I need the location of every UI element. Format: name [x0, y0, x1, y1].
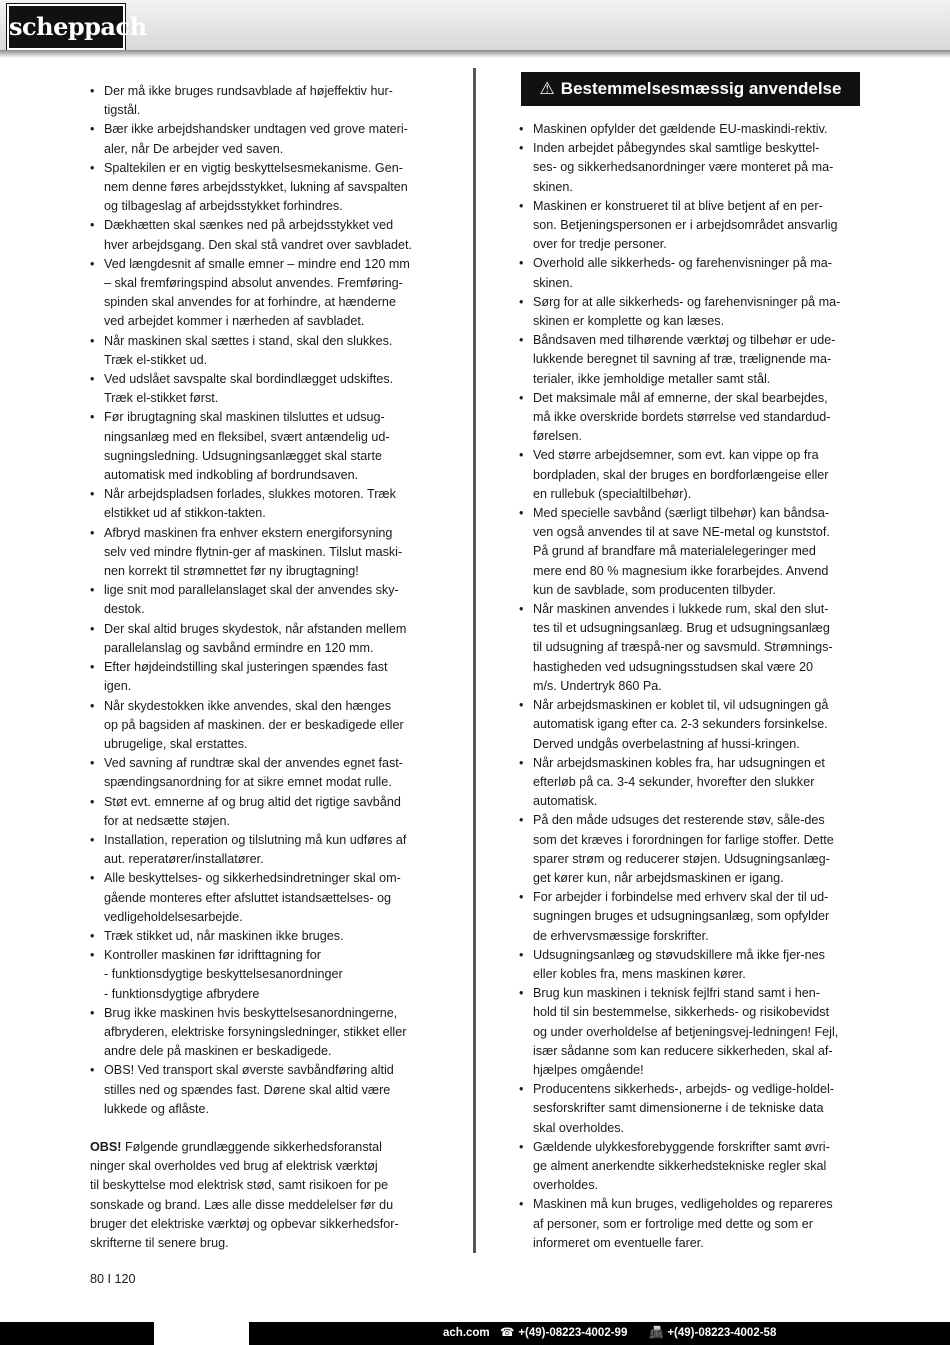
- column-divider: [473, 68, 476, 1253]
- list-item: [519, 254, 860, 292]
- list-item-line: • Brug kun maskinen i teknisk fejlfri stand samt i hen-: [533, 986, 820, 1001]
- list-item-line: destok.: [104, 602, 145, 617]
- list-item-line: førelsen.: [533, 429, 582, 444]
- list-item-line: skal overholdes.: [533, 1120, 625, 1135]
- left-safety-list: [90, 82, 430, 1119]
- list-item-line: • Når maskinen skal sættes i stand, skal den slukkes.: [104, 333, 393, 348]
- list-item-line: • Ved større arbejdsemner, som evt. kan vippe op fra: [533, 448, 819, 463]
- list-item-line: • Når arbejdspladsen forlades, slukkes motoren. Træk: [104, 487, 396, 502]
- list-item-line: over for tredje personer.: [533, 237, 667, 252]
- list-item: [519, 389, 860, 447]
- list-item: [519, 1138, 860, 1196]
- list-item-line: Træk el-stikket ud.: [104, 352, 208, 367]
- list-item-line: • Maskinen opfylder det gældende EU-maskindi-rektiv.: [533, 122, 828, 136]
- list-item: [519, 504, 860, 600]
- list-item-line: og tilbageslag af arbejdsstykket forhindres.: [104, 199, 343, 214]
- list-item-line: • Maskinen er konstrueret til at blive betjent af en per-: [533, 198, 823, 213]
- list-item-line: hold til sin bestemmelse, sikkerheds- og risikobevidst: [533, 1005, 830, 1020]
- footer-phone: [500, 1322, 627, 1345]
- list-item-line: mere end 80 % magnesium ikke forarbejdes. Anvend: [533, 563, 829, 578]
- list-item: [519, 811, 860, 888]
- page-number: 80 I 120: [90, 1272, 136, 1286]
- list-item-line: • Når arbejdsmaskinen kobles fra, har udsugningen et: [533, 755, 825, 770]
- list-item-line: og under overholdelse af betjeningsvej-ledningen! Fejl,: [533, 1024, 839, 1039]
- list-item-line: • Inden arbejdet påbegyndes skal samtlige beskyttel-: [533, 141, 820, 156]
- obs-label: OBS!: [90, 1139, 122, 1154]
- list-item-line: aler, når De arbejder ved saven.: [104, 141, 284, 156]
- list-item-line: • Gældende ulykkesforebyggende forskrifter samt øvri-: [533, 1139, 830, 1154]
- list-item-line: op på bagsiden af maskinen. der er beskadigede eller: [104, 717, 404, 732]
- list-item-line: tes til et udsugningsanlæg. Brug et udsugningsanlæg: [533, 621, 830, 636]
- list-item: [519, 1195, 860, 1253]
- list-item-line: • Overhold alle sikkerheds- og farehenvisninger på ma-: [533, 256, 832, 271]
- list-item-line: • Støt evt. emnerne af og brug altid det rigtige savbånd: [104, 794, 401, 809]
- footer-contact-bar: [249, 1322, 950, 1345]
- list-item-line: sparer strøm og reducerer støjen. Udsugningsanlæg-: [533, 851, 830, 866]
- list-item: [519, 139, 860, 197]
- right-column: [519, 120, 860, 1253]
- list-item-line: • lige snit mod parallelanslaget skal der anvendes sky-: [104, 583, 399, 598]
- list-item-line: • Med specielle savbånd (særligt tilbehør) kan båndsa-: [533, 506, 830, 521]
- phone-icon: ☎: [500, 1327, 515, 1339]
- list-item-line: efterløb på ca. 3-4 sekunder, hvorefter den slukker: [533, 774, 815, 789]
- list-item: [90, 255, 430, 332]
- obs-line: bruger det elektriske værktøj og opbevar sikkerhedsfor-: [90, 1216, 399, 1231]
- left-column: [90, 82, 430, 1253]
- list-item: [90, 485, 430, 523]
- footer-phone-number: +(49)-08223-4002-99: [518, 1327, 628, 1339]
- list-item-line: stilles ned og spændes fast. Dørene skal altid være: [104, 1082, 391, 1097]
- list-item-line: • Ved savning af rundtræ skal der anvendes egnet fast-: [104, 756, 403, 771]
- list-item-line: • OBS! Ved transport skal øverste savbåndføring altid: [104, 1063, 394, 1078]
- section-title-text: Bestemmelsesmæssig anvendelse: [560, 79, 842, 98]
- list-item: [90, 581, 430, 619]
- footer-website: ach.com: [443, 1327, 490, 1339]
- list-item: [519, 600, 860, 696]
- list-item-line: automatisk med indkobling af bordrundsaven.: [104, 468, 359, 483]
- list-item: [90, 370, 430, 408]
- list-item-line: • Udsugningsanlæg og støvudskillere må ikke fjer-nes: [533, 947, 825, 962]
- list-item-line: • Sørg for at alle sikkerheds- og farehenvisninger på ma-: [533, 294, 841, 309]
- list-item-line: • Båndsaven med tilhørende værktøj og tilbehør er ude-: [533, 333, 836, 348]
- list-item-line: ningsanlæg med en fleksibel, svært antændelig ud-: [104, 429, 390, 444]
- list-item: [90, 82, 430, 120]
- list-item-line: må ikke overskride bordets størrelse ved standardud-: [533, 410, 831, 425]
- list-item-line: en rullebuk (specialtilbehør).: [533, 486, 692, 501]
- footer-fax: [649, 1322, 776, 1345]
- list-item-line: parallelanslag og savbånd ermindre en 120 mm.: [104, 640, 374, 655]
- list-item-line: - funktionsdygtige beskyttelsesanordninger: [104, 967, 343, 982]
- list-item: [519, 331, 860, 389]
- list-item-line: eller kobles fra, mens maskinen kører.: [533, 966, 746, 981]
- list-item-line: ubrugelige, skal erstattes.: [104, 736, 248, 751]
- list-item: [90, 793, 430, 831]
- list-item-line: • Kontroller maskinen før idrifttagning for: [104, 948, 321, 963]
- obs-paragraph: [90, 1138, 430, 1253]
- list-item-line: skinen.: [533, 179, 573, 194]
- list-item-line: • Der må ikke bruges rundsavblade af højeffektiv hur-: [104, 84, 393, 98]
- list-item: [90, 120, 430, 158]
- warning-icon: ⚠: [539, 79, 555, 98]
- list-item-line: nem denne føres arbejdsstykket, lukning af savspalten: [104, 180, 408, 195]
- list-item: [90, 658, 430, 696]
- list-item-line: kun de savblade, som producenten tilbyder.: [533, 582, 776, 597]
- list-item-line: spinden skal anvendes for at forhindre, at hænderne: [104, 295, 396, 310]
- list-item: [90, 946, 430, 1004]
- list-item-line: • Bær ikke arbejdshandsker undtagen ved grove materi-: [104, 122, 408, 137]
- list-item-line: ved arbejdet kommer i nærheden af savbladet.: [104, 314, 365, 329]
- list-item-line: overholdes.: [533, 1178, 599, 1193]
- list-item-line: sugningsledning. Udsugningsanlægget skal starte: [104, 448, 382, 463]
- list-item-line: – skal fremføringspind absolut anvendes. Fremføring-: [104, 276, 403, 291]
- list-item-line: • Brug ikke maskinen hvis beskyttelsesanordningerne,: [104, 1005, 398, 1020]
- list-item-line: Derved undgås overbelastning af hussi-kringen.: [533, 736, 800, 751]
- list-item-line: vedligeholdelsesarbejde.: [104, 909, 243, 924]
- list-item-line: Træk el-stikket først.: [104, 391, 219, 406]
- list-item: [90, 697, 430, 755]
- list-item: [519, 754, 860, 812]
- list-item-line: ge alment anerkendte sikkerhedstekniske regler skal: [533, 1158, 827, 1173]
- list-item-line: automatisk.: [533, 794, 598, 809]
- list-item-line: • Ved længdesnit af smalle emner – mindre end 120 mm: [104, 256, 410, 271]
- list-item-line: ven også anvendes til at save NE-metal og kunststof.: [533, 525, 830, 540]
- list-item-line: hjælpes omgående!: [533, 1062, 644, 1077]
- list-item: [519, 696, 860, 754]
- list-item: [519, 946, 860, 984]
- list-item: [90, 408, 430, 485]
- list-item-line: • På den måde udsuges det resterende støv, såle-des: [533, 813, 825, 828]
- list-item-line: lukkede og aflåste.: [104, 1101, 210, 1116]
- obs-line: Følgende grundlæggende sikkerhedsforanstal: [121, 1139, 382, 1154]
- list-item: [90, 1004, 430, 1062]
- list-item-line: automatisk igang efter ca. 2-3 sekunders forsinkelse.: [533, 717, 828, 732]
- section-title: [521, 72, 860, 106]
- obs-line: skrifterne til senere brug.: [90, 1235, 229, 1250]
- list-item: [90, 524, 430, 582]
- list-item-line: • Installation, reperation og tilslutning må kun udføres af: [104, 832, 407, 847]
- list-item-line: især sådanne som kan reducere sikkerheden, skal af-: [533, 1043, 833, 1058]
- list-item-line: På grund af brandfare må materialelegeringer med: [533, 544, 816, 559]
- footer-left-block: [0, 1322, 154, 1345]
- list-item-line: • Når arbejdsmaskinen er koblet til, vil udsugningen gå: [533, 698, 829, 713]
- list-item: [519, 293, 860, 331]
- list-item-line: • Der skal altid bruges skydestok, når afstanden mellem: [104, 621, 407, 636]
- list-item-line: • Spaltekilen er en vigtig beskyttelsesmekanisme. Gen-: [104, 160, 403, 175]
- list-item-line: • Det maksimale mål af emnerne, der skal bearbejdes,: [533, 390, 828, 405]
- list-item: [519, 1080, 860, 1138]
- list-item-line: terialer, ikke jemholdige metaller samt stål.: [533, 371, 771, 386]
- list-item-line: ses- og sikkerhedsanordninger være monteret på ma-: [533, 160, 834, 175]
- fax-icon: 📠: [649, 1327, 664, 1339]
- list-item: [519, 888, 860, 946]
- list-item-line: tigstål.: [104, 103, 141, 118]
- list-item-line: elstikket ud af stikkon-takten.: [104, 506, 266, 521]
- list-item: [519, 120, 860, 139]
- list-item-line: andre dele på maskinen er beskadigede.: [104, 1044, 332, 1059]
- page-header: [0, 0, 950, 50]
- list-item-line: de erhvervsmæssige forskrifter.: [533, 928, 709, 943]
- list-item-line: skinen er komplette og kan læses.: [533, 314, 725, 329]
- list-item-line: selv ved mindre flytnin-ger af maskinen. Tilslut maski-: [104, 544, 403, 559]
- list-item-line: hver arbejdsgang. Den skal stå vandret over savbladet.: [104, 237, 413, 252]
- brand-logo: scheppach: [7, 4, 125, 50]
- list-item-line: • Alle beskyttelses- og sikkerhedsindretninger skal om-: [104, 871, 401, 886]
- list-item: [519, 446, 860, 504]
- list-item-line: • Efter højdeindstilling skal justeringen spændes fast: [104, 660, 388, 675]
- list-item: [90, 159, 430, 217]
- obs-line: til beskyttelse mod elektrisk stød, samt risikoen for pe: [90, 1178, 389, 1193]
- list-item: [90, 620, 430, 658]
- list-item-line: • Når maskinen anvendes i lukkede rum, skal den slut-: [533, 602, 829, 617]
- list-item-line: sugningen bruges et udsugningsanlæg, som opfylder: [533, 909, 830, 924]
- list-item: [90, 869, 430, 927]
- list-item: [90, 927, 430, 946]
- list-item: [90, 332, 430, 370]
- list-item-line: bordpladen, skal der bruges en bordforlængeise eller: [533, 467, 829, 482]
- list-item: [519, 197, 860, 255]
- list-item-line: • Afbryd maskinen fra enhver ekstern energiforsyning: [104, 525, 393, 540]
- list-item-line: lukkende beregnet til savning af træ, trælignende ma-: [533, 352, 832, 367]
- list-item-line: son. Betjeningspersonen er i arbejdsområdet ansvarlig: [533, 218, 838, 233]
- list-item: [90, 216, 430, 254]
- list-item-line: • Før ibrugtagning skal maskinen tilsluttes et udsug-: [104, 410, 385, 425]
- list-item-line: afbryderen, elektriske forsyningsledninger, stikket eller: [104, 1024, 407, 1039]
- list-item-line: • Ved udslået savspalte skal bordindlægget udskiftes.: [104, 372, 394, 387]
- list-item-line: • Når skydestokken ikke anvendes, skal den hænges: [104, 698, 392, 713]
- footer-fax-number: +(49)-08223-4002-58: [667, 1327, 777, 1339]
- list-item-line: gående monteres efter afsluttet istandsættelses- og: [104, 890, 392, 905]
- list-item-line: for at nedsætte støjen.: [104, 813, 230, 828]
- list-item: [90, 831, 430, 869]
- list-item-line: skinen.: [533, 275, 573, 290]
- list-item-line: sesforskrifter samt dimensionerne i de tekniske data: [533, 1101, 824, 1116]
- list-item-line: • Producentens sikkerheds-, arbejds- og vedlige-holdel-: [533, 1082, 835, 1097]
- list-item: [519, 984, 860, 1080]
- list-item-line: af personer, som er fortrolige med dette og som er: [533, 1216, 813, 1231]
- list-item-line: • Træk stikket ud, når maskinen ikke bruges.: [104, 928, 344, 943]
- list-item-line: - funktionsdygtige afbrydere: [104, 986, 260, 1001]
- obs-line: sonskade og brand. Læs alle disse meddelelser før du: [90, 1197, 394, 1212]
- right-usage-list: [519, 120, 860, 1253]
- list-item-line: som det kræves i forordningen for farlige stoffer. Dette: [533, 832, 834, 847]
- list-item-line: spændingsanordning for at sikre emnet modat rulle.: [104, 775, 392, 790]
- list-item-line: • For arbejder i forbindelse med erhverv skal der til ud-: [533, 890, 829, 905]
- list-item: [90, 754, 430, 792]
- list-item-line: nen korrekt til strømnettet før ny ibrugtagning!: [104, 564, 359, 579]
- list-item-line: igen.: [104, 679, 132, 694]
- obs-line: ninger skal overholdes ved brug af elektrisk værktøj: [90, 1159, 378, 1174]
- list-item: [90, 1061, 430, 1119]
- list-item-line: • Dækhætten skal sænkes ned på arbejdsstykket ved: [104, 218, 394, 233]
- list-item-line: aut. reperatører/installatører.: [104, 852, 264, 867]
- list-item-line: m/s. Undertryk 860 Pa.: [533, 678, 662, 693]
- list-item-line: get kører kun, når arbejdsmaskinen er igang.: [533, 870, 784, 885]
- list-item-line: informeret om eventuelle farer.: [533, 1235, 704, 1250]
- header-divider: [0, 50, 950, 58]
- list-item-line: hastigheden ved udsugningsstudsen skal være 20: [533, 659, 814, 674]
- list-item-line: • Maskinen må kun bruges, vedligeholdes og repareres: [533, 1197, 833, 1212]
- list-item-line: til udsugning af træspå-ner og savsmuld. Strømnings-: [533, 640, 833, 655]
